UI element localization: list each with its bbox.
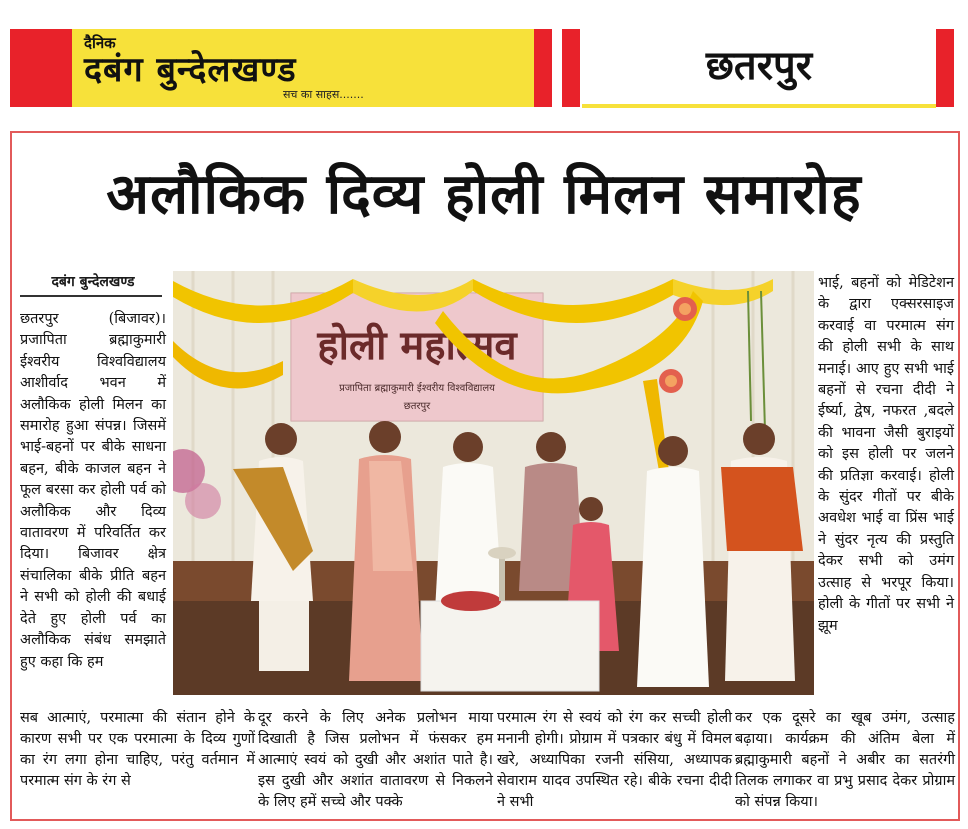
banner-org: प्रजापिता ब्रह्माकुमारी ईश्वरीय विश्वविद्यालय (339, 383, 495, 394)
section-city-title: छतरपुर (705, 43, 813, 89)
masthead (0, 0, 968, 118)
article-bottom-col-4: कर एक दूसरे का खूब उमंग, उत्साह बढ़ाया। कार्यक्रम की अंतिम बेला में ब्रह्माकुमारी बहनों ने अबीर का सतरंगी तिलक लगाकर वा प्रभु प्रसाद देकर प्रोग्राम को संपन्न किया। (735, 710, 955, 810)
masthead-red-block-left (10, 29, 72, 107)
article-headline: अलौकिक दिव्य होली मिलन समारोह (106, 162, 862, 227)
masthead-red-block-mid (534, 29, 552, 107)
brand-logo-text: दबंग बुन्देलखण्ड (84, 50, 297, 90)
banner-title: होली महोत्सव (317, 323, 517, 369)
masthead-red-block-city-left (562, 29, 580, 107)
masthead-city-underline (582, 104, 936, 108)
article-column-left: छतरपुर (बिजावर)। प्रजापिता ब्रह्माकुमारी ईश्वरीय विश्वविद्यालय आशीर्वाद भवन में अलौकिक होली मिलन का समारोह हुआ संपन्न। जिसमें भाई-बहनों पर बीके साधना बहन, बीके काजल बहन ने फूल बरसा कर होली पर्व को अलौकिक और दिव्य वातावरण में परिवर्तित कर दिया। बिजावर क्षेत्र संचालिका बीके प्रीति बहन ने सभी को होली की बधाई देते हुए होली पर्व का अलौकिक संबंध समझाते हुए कहा कि हम (20, 311, 166, 670)
byline-divider (20, 295, 162, 297)
article-bottom-col-3: परमात्म रंग से स्वयं को रंग कर सच्ची होली मनानी होगी। प्रोग्राम में पत्रकार बंधु में विमल खरे, अध्यापिका रजनी संसिया, अध्यापक सेवाराम यादव उपस्थित रहे। बीके रचना दीदी ने सभी (497, 710, 732, 810)
article-column-right: भाई, बहनों को मेडिटेशन के द्वारा एक्सरसाइज करवाई वा परमात्म संग की होली सभी के साथ मनाई। आए हुए सभी भाई बहनों से रचना दीदी ने ईर्ष्या, द्वेष, नफरत ,बदले की भावना जैसी बुराइयों को इस होली पर जलने की प्रतिज्ञा करवाई। होली के सुंदर गीतों पर बीके अवधेश भाई वा प्रिंस भाई ने सुंदर नृत्य की प्रस्तुति देकर सभी को उमंग उत्साह से भरपूर किया।होली के गीतों पर सभी ने झूम (818, 275, 954, 634)
article-byline: दबंग बुन्देलखण्ड (51, 274, 135, 290)
article-bottom-col-1: सब आत्माएं, परमात्मा की संतान होने के कारण सभी पर एक परमात्मा के दिव्य गुणों का रंग लगा होना चाहिए, परंतु वर्तमान में परमात्म संग के रंग से (20, 710, 255, 789)
brand-tagline: सच का साहस....... (283, 88, 364, 101)
brand-small-label: दैनिक (84, 34, 116, 52)
event-photo (173, 271, 814, 695)
article-bottom-col-2: दूर करने के लिए अनेक प्रलोभन माया दिखाती है जिस प्रलोभन में फंसकर हम आत्माएं स्वयं को दुखी और अशांत पाते है। इस दुखी और अशांत वातावरण से निकलने के लिए हमें सच्चे और पक्के (258, 710, 493, 810)
banner-city: छतरपुर (403, 401, 431, 412)
masthead-red-block-right (936, 29, 954, 107)
